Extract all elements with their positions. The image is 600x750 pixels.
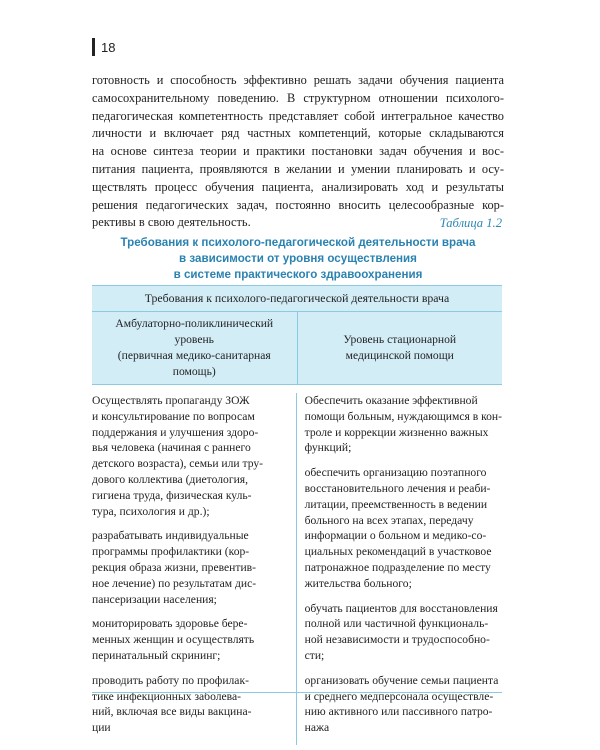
cell-line: циальных рекомендаций в участковое (304, 545, 492, 559)
table-cell (92, 616, 288, 663)
cell-line: нию активного или пассивного патро- (304, 705, 493, 719)
cell-line: помощи больным, нуждающимся в кон- (304, 409, 502, 423)
table-cell (305, 393, 502, 456)
header-outpatient-level (92, 312, 298, 384)
cell-line: восстановительного лечения и реаби- (304, 481, 491, 495)
table-cell (305, 465, 502, 591)
table-cell (305, 601, 502, 664)
requirements-table (92, 285, 502, 745)
paragraph-line: рективы в свою деятельность. (92, 215, 251, 230)
paragraph-line: педагогическая компетентность представляет собой интегральное качество (92, 108, 504, 123)
cell-line: и консультирование по вопросам (92, 409, 255, 423)
cell-line: поддержания и улучшения здоро- (92, 425, 259, 439)
cell-line: детского возраста), семьи или тру- (92, 457, 264, 471)
paragraph-line: решения педагогических задач, постоянно вносить целесообразные кор- (92, 197, 504, 212)
page-number (92, 38, 115, 56)
header-line: (первичная медико-санитарная (117, 349, 271, 362)
cell-line: рекция образа жизни, превентив- (92, 560, 256, 574)
cell-line: информации о больном и медико-со- (304, 529, 487, 543)
paragraph-line: ществлять процесс обучения пациента, анализировать ход и результаты (92, 179, 504, 194)
header-line: Уровень стационарной (343, 333, 457, 347)
table-title-line: в системе практического здравоохранения (173, 268, 423, 281)
cell-line: вья человека (начиная с раннего (92, 441, 251, 455)
paragraph-line: личности и включает ряд частных компетенций, которые складываются (92, 126, 504, 141)
header-line: уровень (174, 333, 214, 347)
paragraph-line: на основе синтеза теории и практики постановки задач обучения и вос- (92, 144, 504, 159)
cell-line: функций; (304, 441, 352, 455)
paragraph-line: питания пациента, проявляются в желании и умении планировать и осу- (92, 161, 504, 176)
table-label: Таблица 1.2 (439, 216, 502, 230)
cell-line: пансеризации населения; (92, 592, 217, 606)
cell-line: ной независимости и трудоспособно- (304, 633, 490, 647)
body-paragraph (92, 72, 504, 232)
table-body (92, 385, 502, 745)
cell-line: полной или частичной функциональ- (304, 617, 489, 631)
cell-line: ции (92, 721, 111, 735)
cell-line: программы профилактики (кор- (92, 545, 250, 559)
cell-line: организовать обучение семьи пациента (304, 673, 499, 687)
table-cell (92, 673, 288, 736)
paragraph-line: готовность и способность эффективно решать задачи обучения пациента (92, 73, 504, 87)
header-inpatient-level (298, 312, 503, 384)
page-number-text: 18 (101, 39, 116, 55)
cell-line: жительства больного; (304, 576, 412, 590)
cell-line: перинатальный скрининг; (92, 648, 221, 662)
cell-line: проводить работу по профилак- (92, 673, 249, 687)
cell-line: и среднего медперсонала осуществле- (304, 689, 494, 703)
cell-line: троле и коррекции жизненно важных (304, 425, 489, 439)
cell-line: тура, психология и др.); (92, 504, 210, 518)
header-line: помощь) (172, 364, 216, 378)
cell-line: дового коллектива (диетология, (92, 472, 249, 486)
table-main-header: Требования к психолого-педагогической деятельности врача (92, 285, 502, 311)
cell-line: обеспечить организацию поэтапного (304, 466, 487, 480)
cell-line: менных женщин и осуществлять (92, 633, 255, 647)
paragraph-line: самосохранительному поведению. В структурном отношении психолого- (92, 90, 504, 105)
cell-line: Осуществлять пропаганду ЗОЖ (92, 394, 250, 407)
table-title (92, 235, 504, 283)
cell-line: литации, преемственность в ведении (304, 497, 488, 511)
table-cell (92, 393, 288, 519)
page-number-bar (92, 38, 95, 56)
cell-line: патронажное подразделение по месту (304, 560, 491, 574)
header-line: Амбулаторно-поликлинический (115, 317, 274, 331)
cell-line: гигиена труда, физическая куль- (92, 488, 252, 502)
table-cell (305, 673, 502, 736)
cell-line: нажа (304, 721, 330, 735)
cell-line: мониторировать здоровье бере- (92, 617, 248, 631)
table-bottom-border (92, 692, 502, 693)
table-sub-header (92, 311, 502, 385)
cell-line: разрабатывать индивидуальные (92, 529, 249, 543)
table-title-line: Требования к психолого-педагогической деятельности врача (120, 236, 476, 249)
cell-line: сти; (304, 648, 325, 662)
header-line: медицинской помощи (345, 349, 454, 362)
cell-line: ний, включая все виды вакцина- (92, 705, 252, 719)
cell-line: Обеспечить оказание эффективной (304, 394, 478, 407)
table-cell (92, 528, 288, 607)
table-title-line: в зависимости от уровня осуществления (179, 252, 417, 265)
cell-line: тике инфекционных заболева- (92, 689, 241, 703)
cell-line: обучать пациентов для восстановления (304, 601, 498, 615)
cell-line: ное лечение) по результатам дис- (92, 576, 257, 590)
cell-line: больного на всех этапах, передачу (304, 513, 474, 527)
